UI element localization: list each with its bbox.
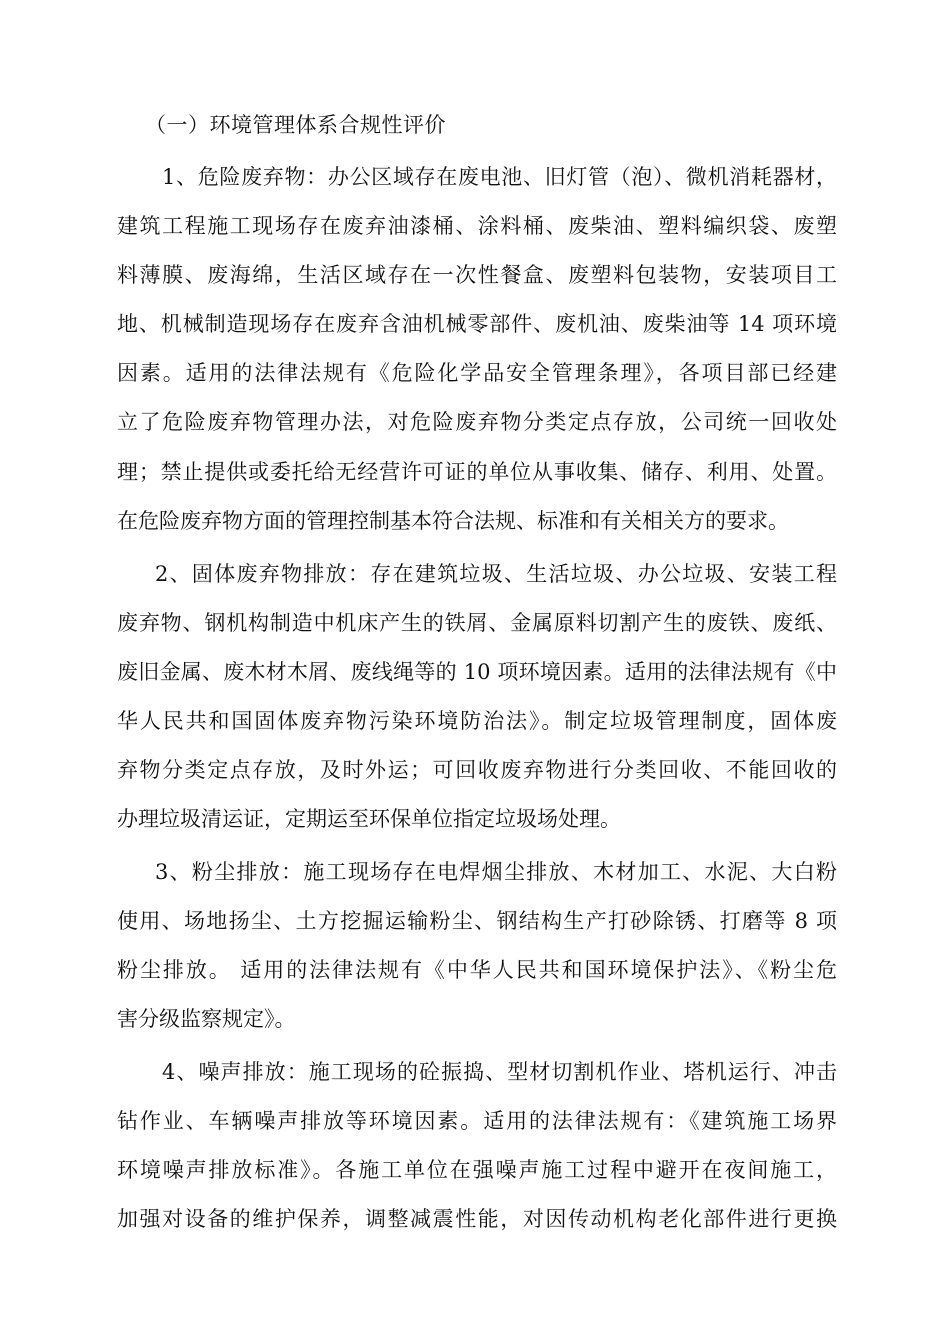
paragraph-1-line-7: 理；禁止提供或委托给无经营许可证的单位从事收集、储存、利用、处置。 (117, 460, 837, 484)
paragraph-3-line-2: 使用、场地扬尘、土方挖掘运输粉尘、钢结构生产打砂除锈、打磨等 8 项 (117, 909, 837, 933)
paragraph-2-line-5: 弃物分类定点存放，及时外运；可回收废弃物进行分类回收、不能回收的 (117, 758, 837, 782)
paragraph-2-line-2: 废弃物、钢机构制造中机床产生的铁屑、金属原料切割产生的废铁、废纸、 (117, 611, 837, 635)
paragraph-3-line-1: 3、粉尘排放：施工现场存在电焊烟尘排放、木材加工、水泥、大白粉 (155, 860, 837, 884)
paragraph-3-line-4: 害分级监察规定》。 (117, 1007, 296, 1031)
paragraph-2-line-6: 办理垃圾清运证，定期运至环保单位指定垃圾场处理。 (117, 807, 621, 831)
paragraph-1-line-8: 在危险废弃物方面的管理控制基本符合法规、标准和有关相关方的要求。 (117, 509, 789, 533)
paragraph-1-line-3: 料薄膜、废海绵，生活区域存在一次性餐盒、废塑料包装物，安装项目工 (117, 263, 837, 287)
paragraph-1-line-2: 建筑工程施工现场存在废弃油漆桶、涂料桶、废柴油、塑料编织袋、废塑 (117, 214, 837, 238)
section-heading: （一）环境管理体系合规性评价 (145, 113, 446, 137)
paragraph-1-line-4: 地、机械制造现场存在废弃含油机械零部件、废机油、废柴油等 14 项环境 (117, 312, 837, 336)
paragraph-2-line-3: 废旧金属、废木材木屑、废线绳等的 10 项环境因素。适用的法律法规有《中 (117, 660, 837, 684)
paragraph-4-line-1: 4、噪声排放：施工现场的砼振捣、型材切割机作业、塔机运行、冲击 (162, 1060, 837, 1084)
paragraph-2-line-1: 2、固体废弃物排放：存在建筑垃圾、生活垃圾、办公垃圾、安装工程 (155, 562, 837, 586)
paragraph-1-line-6: 立了危险废弃物管理办法，对危险废弃物分类定点存放，公司统一回收处 (117, 410, 837, 434)
paragraph-1-line-5: 因素。适用的法律法规有《危险化学品安全管理条理》，各项目部已经建 (117, 361, 837, 385)
paragraph-3-line-3: 粉尘排放。 适用的法律法规有《中华人民共和国环境保护法》、《粉尘危 (117, 958, 837, 982)
paragraph-4-line-2: 钻作业、车辆噪声排放等环境因素。适用的法律法规有：《建筑施工场界 (117, 1109, 837, 1133)
paragraph-2-line-4: 华人民共和国固体废弃物污染环境防治法》。制定垃圾管理制度，固体废 (117, 709, 837, 733)
paragraph-4-line-4: 加强对设备的维护保养，调整减震性能，对因传动机构老化部件进行更换 (117, 1207, 837, 1231)
paragraph-1-line-1: 1、危险废弃物：办公区域存在废电池、旧灯管（泡）、微机消耗器材， (162, 165, 837, 189)
paragraph-4-line-3: 环境噪声排放标准》。各施工单位在强噪声施工过程中避开在夜间施工， (117, 1158, 837, 1182)
